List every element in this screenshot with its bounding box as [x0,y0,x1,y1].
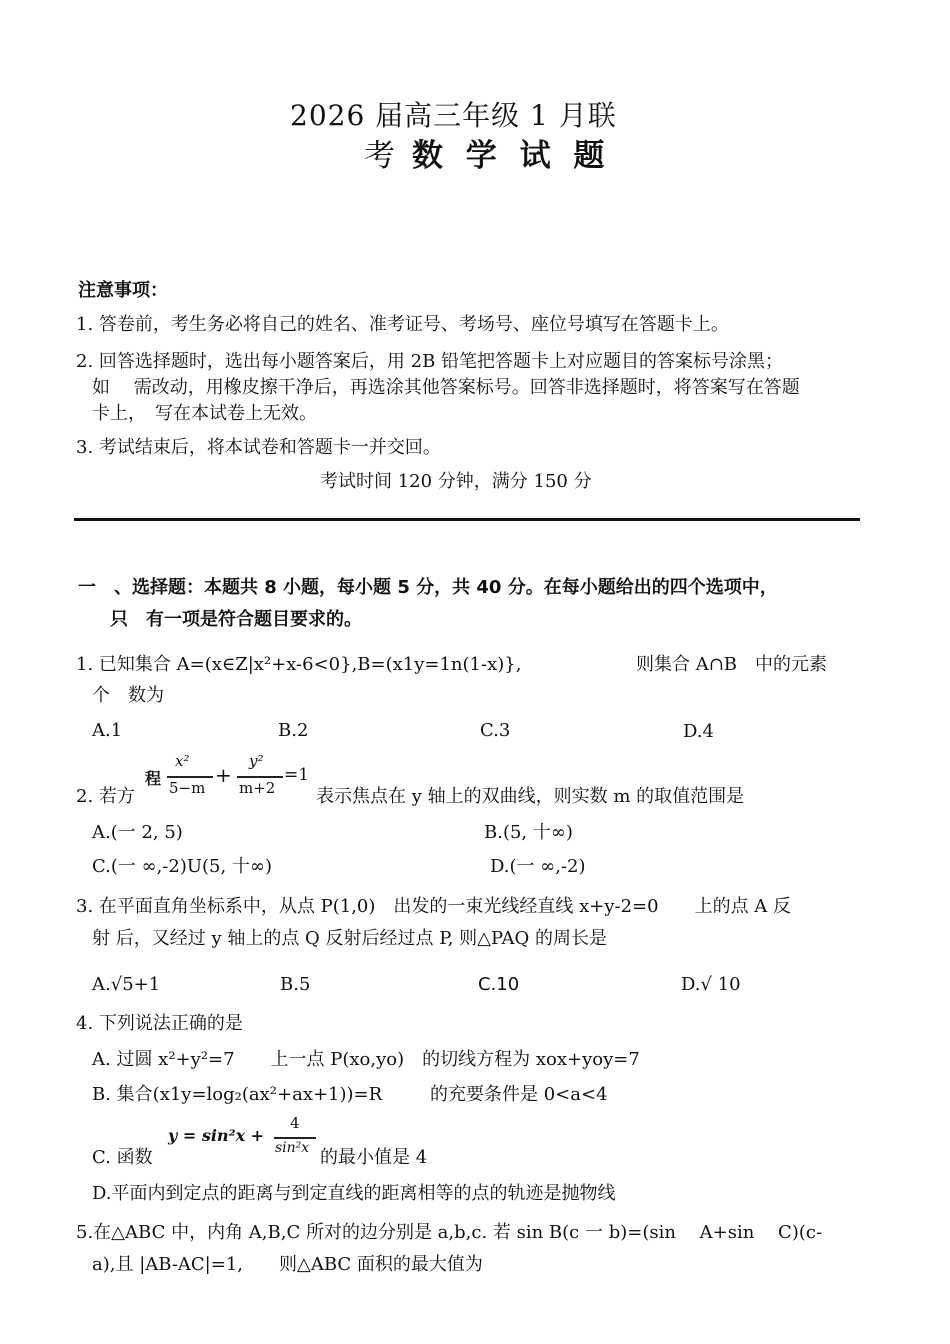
notice-item-2-line-2: 如 需改动，用橡皮擦干净后，再选涂其他答案标号。回答非选择题时，将答案写在答题 [92,377,800,398]
q3-stem: 3. 在平面直角坐标系中，从点 P(1,0) 出发的一束光线经直线 x+y-2=0 上的点 A 反 [76,896,792,917]
q2-fraction-bar-1 [167,776,213,778]
q5-stem: 5.在△ABC 中，内角 A,B,C 所对的边分别是 a,b,c. 若 sin B(c 一 b)=(sin A+sin C)(c- [76,1222,823,1243]
q2-eq-num-2: y² [249,752,264,770]
q2-option-c: C.(一 ∞,-2)U(5, 十∞) [92,856,272,877]
q4-c-equation [168,1114,318,1166]
q2-eq-den-2: m+2 [239,779,276,797]
q1-option-d: D.4 [683,721,714,742]
section-1-line-2: 只 有一项是符合题目要求的。 [110,609,362,630]
q2-option-b: B.(5, 十∞) [484,822,573,843]
q4-eq-num: 4 [290,1114,300,1132]
q2-eq-plus: + [215,763,232,787]
q1-stem: 1. 已知集合 A=(x∈Z|x²+x-6<0},B=(x1y=1n(1-x)}, [76,654,522,675]
q3-option-c: C.10 [478,974,520,995]
q1-option-a: A.1 [92,720,123,741]
divider [74,518,860,521]
q4-option-d: D.平面内到定点的距离与到定直线的距离相等的点的轨迹是抛物线 [92,1183,616,1204]
q1-stem-tail: 则集合 A∩B 中的元素 [636,654,828,675]
q4-option-b: B. 集合(x1y=log₂(ax²+ax+1))=R [92,1084,383,1105]
title-line-2-prefix: 考 [364,138,396,174]
notice-item-2-line-3: 卡上， 写在本试卷上无效。 [92,403,317,424]
q2-option-a: A.(一 2, 5) [92,822,183,843]
q1-option-b: B.2 [278,720,309,741]
q2-eq-num-1: x² [175,752,190,770]
title-line-1: 2026 届高三年级 1 月联 [290,99,617,132]
q1-stem-cont: 个 数为 [92,685,164,706]
title-line-2: 数 学 试 题 [412,138,611,174]
q4-option-a: A. 过圆 x²+y²=7 上一点 P(xo,yo) 的切线方程为 xox+yoy=7 [92,1049,640,1070]
exam-time: 考试时间 120 分钟，满分 150 分 [320,471,592,492]
q4-option-b-tail: 的充要条件是 0<a<4 [430,1084,608,1105]
q2-stem-tail: 表示焦点在 y 轴上的双曲线，则实数 m 的取值范围是 [316,786,745,807]
q2-equation [145,752,315,804]
section-1-line-1: 一 、选择题：本题共 8 小题，每小题 5 分，共 40 分。在每小题给出的四个选项中， [78,577,778,598]
notice-item-1: 1. 答卷前，考生务必将自己的姓名、准考证号、考场号、座位号填写在答题卡上。 [76,314,729,335]
q4-fraction-bar [274,1137,316,1139]
q3-option-b: B.5 [280,974,311,995]
q4-eq-lhs: y = sin²x + [168,1126,265,1145]
q3-option-d: D.√ 10 [681,974,741,995]
notice-item-2-line-1: 2. 回答选择题时，选出每小题答案后，用 2B 铅笔把答题卡上对应题目的答案标号涂黑； [76,351,784,372]
q4-stem: 4. 下列说法正确的是 [76,1013,243,1034]
q2-option-d: D.(一 ∞,-2) [490,856,586,877]
notice-item-3: 3. 考试结束后，将本试卷和答题卡一并交回。 [76,437,441,458]
q4-option-c-tail: 的最小值是 4 [320,1147,428,1168]
q2-eq-prefix: 程 [145,769,162,788]
q2-eq-den-1: 5−m [169,779,206,797]
q4-option-c: C. 函数 [92,1147,153,1168]
q3-option-a: A.√5+1 [92,974,161,995]
q2-eq-rhs: =1 [284,765,310,785]
q1-option-c: C.3 [480,720,511,741]
q4-eq-den: sin²x [275,1140,310,1156]
q2-stem: 2. 若方 [76,786,135,807]
q5-stem-cont: a),且 |AB-AC|=1, 则△ABC 面积的最大值为 [92,1254,483,1275]
q2-fraction-bar-2 [237,776,283,778]
notice-heading: 注意事项： [78,280,168,301]
q3-stem-cont: 射 后，又经过 y 轴上的点 Q 反射后经过点 P, 则△PAQ 的周长是 [92,928,607,949]
